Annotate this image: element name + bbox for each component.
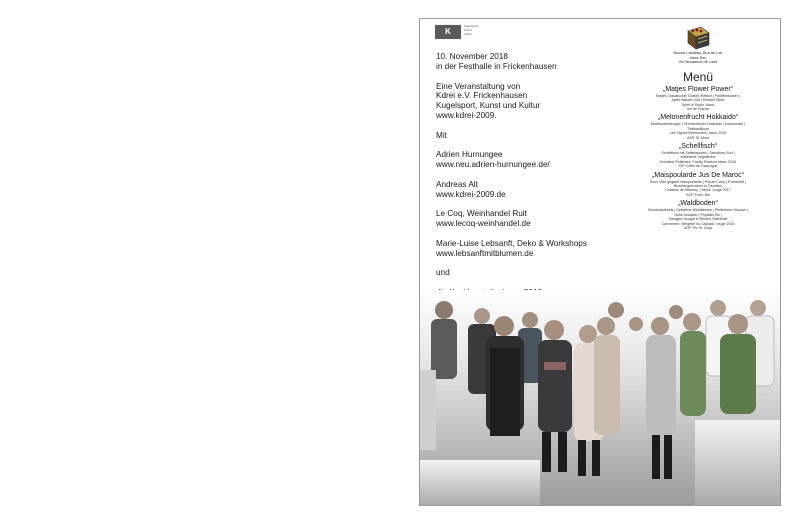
course-item <box>618 86 778 112</box>
course-title: „Maispoularde Jus De Maroc“ <box>652 171 744 179</box>
aperitif-wine: Bouvet Ladubay, Brut de Loir blanc Sec Vin Mousseux de Loire <box>673 51 723 65</box>
credit-adrien: Adrien Hurnungee www.neu.adrien-hurnungee.de/ <box>436 150 550 170</box>
course-title: „Melonenfrucht Hokkaido“ <box>657 114 739 122</box>
event-date: 10. November 2018 in der Festhalle in Frickenhausen <box>436 52 557 71</box>
course-description: Sous Vide gegarte Maispoularde | Purple Curry | Rotmehlöl | Blutorangencreme in Facetten Château de Marmoy „Tréma“ rouge 2017 AOP Turel, Bio <box>649 179 747 197</box>
wine-crate-icon <box>685 25 711 51</box>
course-title: „Waldboden“ <box>678 200 718 208</box>
menu-title: Menü <box>682 69 714 84</box>
course-title: „Matjes Flower Power“ <box>662 85 733 93</box>
menu-page <box>419 18 781 506</box>
and-label: und <box>436 268 450 278</box>
menu-column <box>618 25 778 233</box>
credit-andreas: Andreas Alt www.kdrei-2009.de <box>436 179 506 199</box>
course-item <box>618 172 778 198</box>
kdrei-logo <box>435 25 461 39</box>
credit-lecoq: Le Coq, Weinhandel Ruit www.lecoq-weinhandel.de <box>436 209 531 229</box>
logo-tagline: Kugelsport Kunst Kultur <box>464 24 479 36</box>
group-photo <box>420 290 781 506</box>
course-description: Schokoladeneis | Gefallene Waldbeeren | Pfefferbeer Mousse | Süße Avocado | Physalis Eis | Salziges Nougat in Rösten-Steinkraft Carmenère, Bergerie du Capucin, rouge 2015 AOP Pic St. Loup <box>647 208 749 230</box>
credit-marie-luise: Marie-Luise Lebsanft, Deko & Workshops www.lebsanftmitblumen.de <box>436 238 587 258</box>
course-description: Schellfisch mit Selleriepüree | Sanddorn-Sud | Marinierte Vegetienne Domaine Pellehaut, Family Reserve blanc 2016 IGP Côtes de Gascogne <box>660 151 736 169</box>
course-item <box>618 200 778 230</box>
course-description: Kürbiscremesuppe | Fenmentierter Hokkaido | Kokosmilch | Thaibasilikum Les Vignes Retrouvées, blanc 2015 AOP St. Mont <box>650 122 746 140</box>
organizer: Eine Veranstaltung von Kdrei e.V. Frickenhausen Kugelsport, Kunst und Kultur www.kdrei-2009. <box>436 81 541 121</box>
with-label: Mit <box>436 130 447 140</box>
course-description: Matjes | Asiatischer Gurken Rettich | Pointfenkraser | Apfel Wasabi Sud | Einbere Blüte Spirit of Sushi, blanc Vin de France <box>656 93 740 111</box>
course-item <box>618 143 778 169</box>
course-title: „Schellfisch“ <box>678 143 718 151</box>
logo-text: K <box>445 27 451 36</box>
course-item <box>618 114 778 140</box>
